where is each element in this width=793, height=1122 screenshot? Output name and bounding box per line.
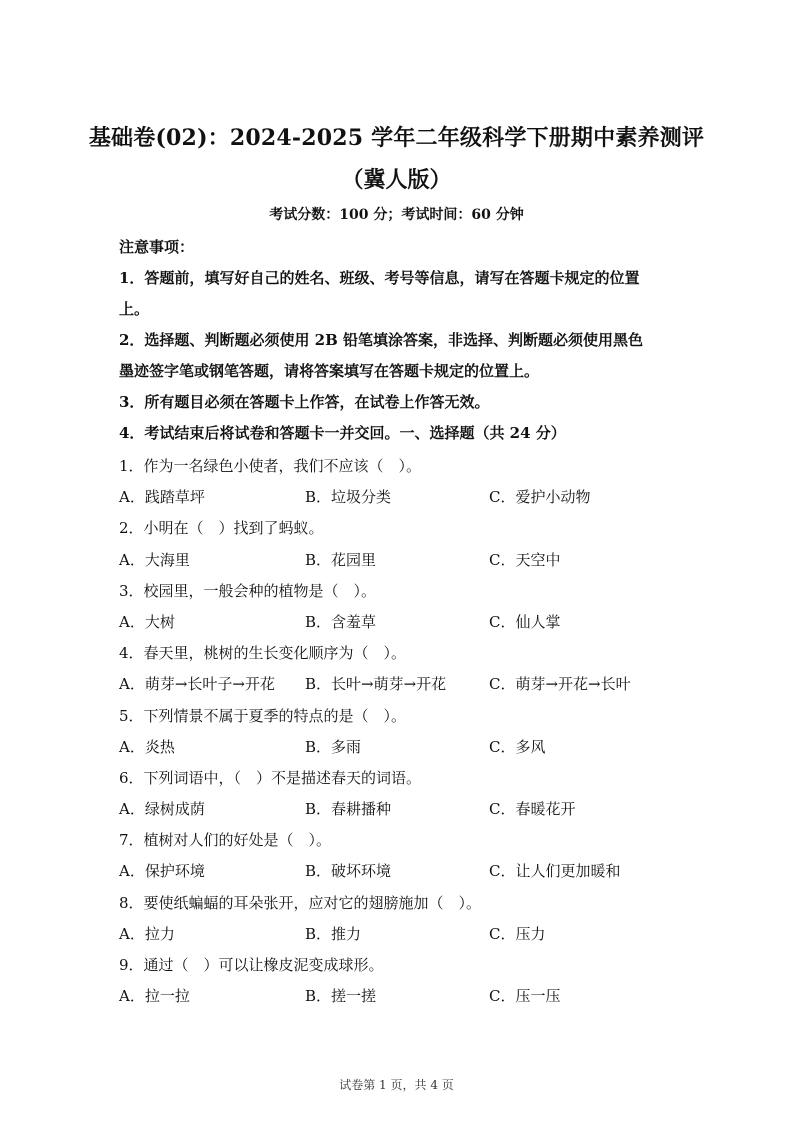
option-b: B．搓一搓 xyxy=(305,987,377,1006)
option-b: B．多雨 xyxy=(305,737,362,756)
document-subtitle: （冀人版） xyxy=(341,167,452,193)
question-options xyxy=(119,486,679,517)
option-c: C．压力 xyxy=(489,924,546,943)
option-c: C．多风 xyxy=(489,737,546,756)
page-footer: 试卷第 1 页，共 4 页 xyxy=(339,1078,454,1092)
question-stem: 5．下列情景不属于夏季的特点的是（ ）。 xyxy=(119,706,407,725)
option-b: B．推力 xyxy=(305,924,362,943)
notes-line: 3．所有题目必须在答题卡上作答，在试卷上作答无效。 xyxy=(119,393,490,411)
exam-info: 考试分数：100 分；考试时间：60 分钟 xyxy=(269,207,524,223)
option-a: A．保护环境 xyxy=(119,862,205,881)
question-options xyxy=(119,549,679,580)
option-b: B．破坏环境 xyxy=(305,862,392,881)
question-options xyxy=(119,736,679,767)
question-stem: 7．植树对人们的好处是（ ）。 xyxy=(119,831,332,850)
question-stem: 4．春天里，桃树的生长变化顺序为（ ）。 xyxy=(119,644,407,663)
notes-line: 4．考试结束后将试卷和答题卡一并交回。一、选择题（共 24 分） xyxy=(119,424,566,442)
notes-section xyxy=(119,237,679,454)
option-a: A．大海里 xyxy=(119,550,190,569)
notes-line: 墨迹签字笔或钢笔答题，请将答案填写在答题卡规定的位置上。 xyxy=(119,362,540,380)
question-options xyxy=(119,611,679,642)
option-a: A．萌芽→长叶子→开花 xyxy=(119,675,275,694)
option-b: B．花园里 xyxy=(305,550,377,569)
option-a: A．大树 xyxy=(119,612,175,631)
option-c: C．萌芽→开花→长叶 xyxy=(489,675,631,694)
option-c: C．天空中 xyxy=(489,550,561,569)
question-stem: 1．作为一名绿色小使者，我们不应该（ ）。 xyxy=(119,457,422,475)
question-stem: 9．通过（ ）可以让橡皮泥变成球形。 xyxy=(119,956,384,974)
notes-line: 2．选择题、判断题必须使用 2B 铅笔填涂答案，非选择、判断题必须使用黑色 xyxy=(119,331,643,349)
option-b: B．春耕播种 xyxy=(305,800,392,819)
option-a: A．拉一拉 xyxy=(119,987,190,1006)
question-options xyxy=(119,923,679,954)
option-b: B．长叶→萌芽→开花 xyxy=(305,675,447,694)
notes-heading: 注意事项： xyxy=(119,238,195,256)
option-c: C．春暖花开 xyxy=(489,800,576,819)
multiple-choice-section xyxy=(119,455,679,1016)
option-a: A．拉力 xyxy=(119,924,175,943)
option-c: C．让人们更加暖和 xyxy=(489,862,621,881)
option-c: C．爱护小动物 xyxy=(489,488,591,507)
question-stem: 2．小明在（ ）找到了蚂蚁。 xyxy=(119,519,324,538)
document-title: 基础卷(02)：2024-2025 学年二年级科学下册期中素养测评 xyxy=(88,125,705,151)
option-c: C．压一压 xyxy=(489,987,561,1006)
notes-line: 1．答题前，填写好自己的姓名、班级、考号等信息，请写在答题卡规定的位置 xyxy=(119,269,640,287)
question-options xyxy=(119,673,679,704)
option-a: A．炎热 xyxy=(119,737,175,756)
question-stem: 8．要使纸蝙蝠的耳朵张开，应对它的翅膀施加（ ）。 xyxy=(119,893,482,912)
notes-line: 上。 xyxy=(119,300,150,318)
question-options xyxy=(119,798,679,829)
option-b: B．含羞草 xyxy=(305,612,377,631)
question-options xyxy=(119,860,679,891)
option-a: A．践踏草坪 xyxy=(119,488,205,507)
option-a: A．绿树成荫 xyxy=(119,800,205,819)
question-stem: 3．校园里，一般会种的植物是（ ）。 xyxy=(119,581,377,600)
option-b: B．垃圾分类 xyxy=(305,488,392,507)
question-options xyxy=(119,985,679,1016)
question-stem: 6．下列词语中，（ ）不是描述春天的词语。 xyxy=(119,768,422,787)
option-c: C．仙人掌 xyxy=(489,612,561,631)
